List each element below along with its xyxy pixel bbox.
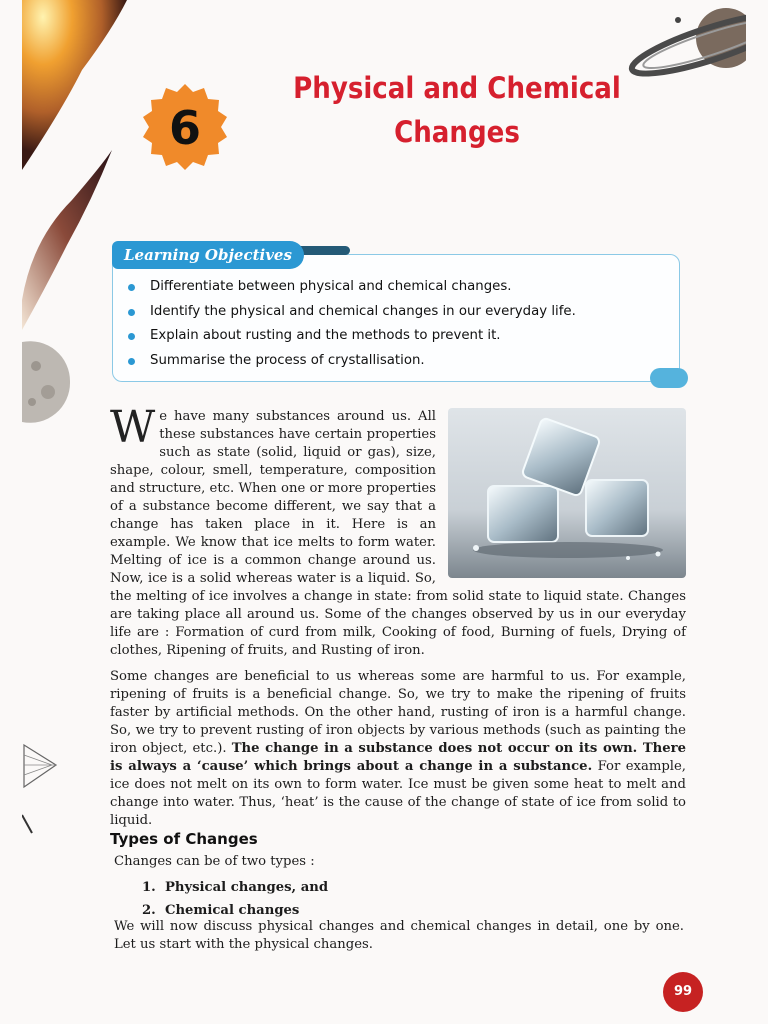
- objective-item: Differentiate between physical and chemical changes.: [126, 275, 576, 300]
- para2-text-b: For example, ice does not melt on its own to form water. Ice must be given some heat to melt and change into water. Thus, ‘heat’ is the cause of the change of state of ice from solid to liquid.: [110, 759, 687, 828]
- closing-paragraph: We will now discuss physical changes and chemical changes in detail, one by one. Let us start with the physical changes.: [114, 919, 684, 952]
- objective-item: Explain about rusting and the methods to prevent it.: [126, 324, 576, 349]
- types-list: [142, 876, 328, 922]
- chapter-badge: [139, 82, 231, 174]
- para2-bold-statement: The change in a substance does not occur on its own. There is always a ‘cause’ which brings about a change in a substance.: [110, 741, 686, 774]
- intro-paragraph: [110, 402, 686, 660]
- chapter-number: 6: [168, 101, 201, 155]
- drop-cap: W: [110, 402, 156, 453]
- intro-text: e have many substances around us. All these substances have certain properties such as state (solid, liquid or gas), size, shape, colour, smell, temperature, composition and structure, etc. When one or more properties of a substance become different, we say that a change has taken place in it. Here is an example. We know that ice melts to form water. Melting of ice is a common change around us. Now, ice is a solid whereas water is a liquid. So, the melting of ice involves a change in state: from solid state to liquid state. Changes are taking place all around us. Some of the changes observed by us in our everyday life are : Formation of curd from milk, Cooking of food, Burning of fuels, Drying of clothes, Ripening of fruits, and Rusting of iron.: [110, 409, 686, 658]
- ice-cubes-image: [448, 408, 686, 578]
- learning-objectives-heading: Learning Objectives: [112, 241, 304, 269]
- moon-graphic: [22, 340, 72, 424]
- learning-objectives-list: [126, 275, 576, 373]
- objective-item: Summarise the process of crystallisation.: [126, 349, 576, 374]
- chapter-title-line1: Physical and Chemical: [293, 71, 621, 105]
- chapter-title-line2: Changes: [394, 115, 520, 149]
- types-intro: Changes can be of two types :: [114, 854, 315, 869]
- para2-text-a: Some changes are beneficial to us whereas some are harmful to us. For example, ripening of fruits is a beneficial change. So, we try to make the ripening of fruits faster by artificial methods. On the other hand, rusting of iron is a harmful change. So, we try to prevent rusting of iron objects by various methods (such as painting the iron object, etc.).: [110, 669, 686, 756]
- type-item: 1. Physical changes, and: [142, 880, 329, 895]
- type-item: 2. Chemical changes: [142, 903, 300, 918]
- second-paragraph: [110, 668, 686, 830]
- page-number: 99: [663, 972, 703, 1012]
- types-heading: Types of Changes: [110, 830, 258, 848]
- objective-item: Identify the physical and chemical changes in our everyday life.: [126, 300, 576, 325]
- chapter-title: [262, 66, 652, 154]
- satellite-graphic: [22, 735, 62, 835]
- objectives-box-end-cap: [650, 368, 688, 388]
